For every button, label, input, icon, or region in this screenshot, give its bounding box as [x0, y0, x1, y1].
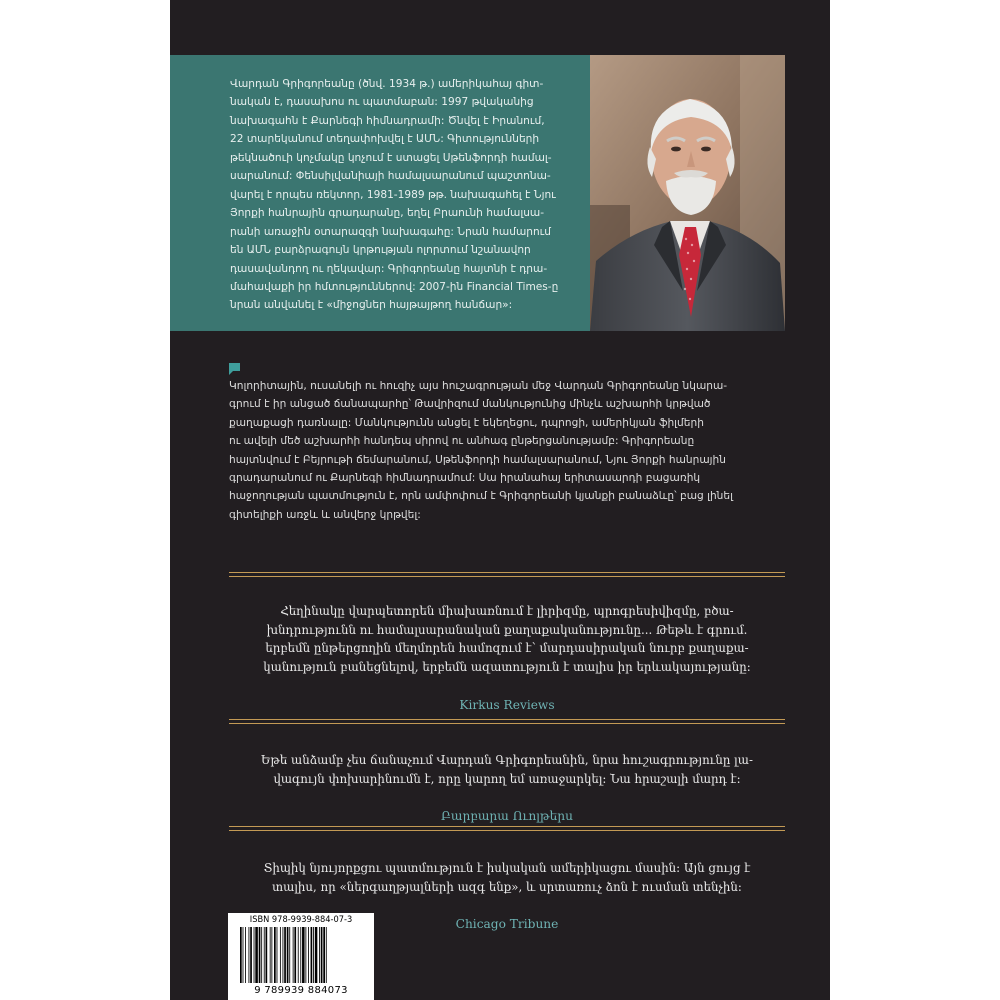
author-portrait-illustration: [590, 55, 785, 331]
speech-bubble-icon: [229, 363, 241, 375]
author-photo: [590, 55, 785, 331]
review-source: Chicago Tribune: [455, 917, 559, 932]
review-text: Տիպիկ նյույորքցու պատմություն է իսկական ամերիկացու մասին: Այն ցույց է տալիս, որ «ներգաղթյալների ազգ ենք», և սրտառուչ ձոն է ուսման տենչին:: [263, 860, 751, 894]
isbn-label: ISBN 978-9939-884-07-3: [249, 914, 353, 925]
author-bio-panel: [170, 55, 590, 331]
review-source: Kirkus Reviews: [459, 697, 555, 712]
isbn-digits: 9 789939 884073: [254, 985, 348, 996]
divider: [229, 719, 785, 724]
author-bio-text: Վարդան Գրիգորեանը (ծնվ. 1934 թ.) ամերիկահայ գիտ- նական է, դասախոս ու պատմաբան: 1997 թվականից նախագահն է Քարնեգի հիմնադրամի: Ծնվել է Իրանում, 22 տարեկանում տեղափոխվել է ԱՄՆ: Գիտությունների թեկնածուի կոչմակը կոչում է ստացել Սթենֆորդի համալ- սարանում: Փենսիլվանիայի համալսարանում պաշտոնա- վարել է որպես ռեկտոր, 1981-1989 թթ. նախագահել է Նյու Յորքի հանրային գրադարանը, եղել Բրաունի համալսա- րանի առաջին օտարազգի նախագահը: Նրան համարում են ԱՄՆ բարձրագույն կրթության ոլորտում նշանավոր դասավանդող ու ղեկավար: Գրիգորեանը հայտնի է դրա- մահավաքի իր հմտություններով: 2007-ին Financial Times-ը նրան անվանել է «միջոցներ հայթայթող հանճար»:: [230, 78, 559, 312]
book-summary: Կոլորիտային, ուսանելի ու հուզիչ այս հուշագրության մեջ Վարդան Գրիգորեանը նկարա- գրում է իր անցած ճանապարհը՝ Թավրիզում մանկությունից մինչև աշխարհի կրթված քաղաքացի դառնալը: Մանկությունն անցել է եկեղեցու, դպրոցի, ամերիկյան ֆիլմերի ու ավելի մեծ աշխարհի հանդեպ սիրով ու անհագ ընթերցանությամբ: Գրիգորեանը հայտնվում է Բեյրութի ճեմարանում, Սթենֆորդի համալսարանում, Նյու Յորքի հանրային գրադարանում ու Քարնեգի հիմնադրամում: Սա իրանահայ երիտասարդի բացառիկ հաջողության պատմություն է, որն ամփոփում է Գրիգորեանի կյանքի բանաձևը՝ բաց լինել գիտելիքի առջև և անվերջ կրթվել:: [229, 380, 733, 521]
divider: [229, 826, 785, 831]
back-cover: [170, 0, 830, 1000]
review-text: Եթե անձամբ չես ճանաչում Վարդան Գրիգորեանին, նրա հուշագրությունը լա- վագույն փոխարինումն է, որը կարող եմ առաջարկել: Նա հրաշալի մարդ է:: [261, 752, 753, 786]
review-text: Հեղինակը վարպետորեն միախառնում է լիրիզմը, պրոգրեսիվիզմը, բծա- խնդրությունն ու համալսարանական քաղաքականությունը... Թեթև է գրում. երբեմն ընթերցողին մեղմորեն համոզում է՝ մարդասիրական նուրբ քաղաքա- կանություն բանեցնելով, երբեմն ազատություն է տալիս իր երևակայությանը:: [263, 603, 751, 675]
isbn-barcode-box: [228, 913, 374, 1000]
review-source: Բարբարա Ուոլթերս: [441, 809, 573, 824]
barcode-icon: [236, 927, 366, 985]
review-quote: [229, 583, 785, 733]
divider: [229, 572, 785, 577]
